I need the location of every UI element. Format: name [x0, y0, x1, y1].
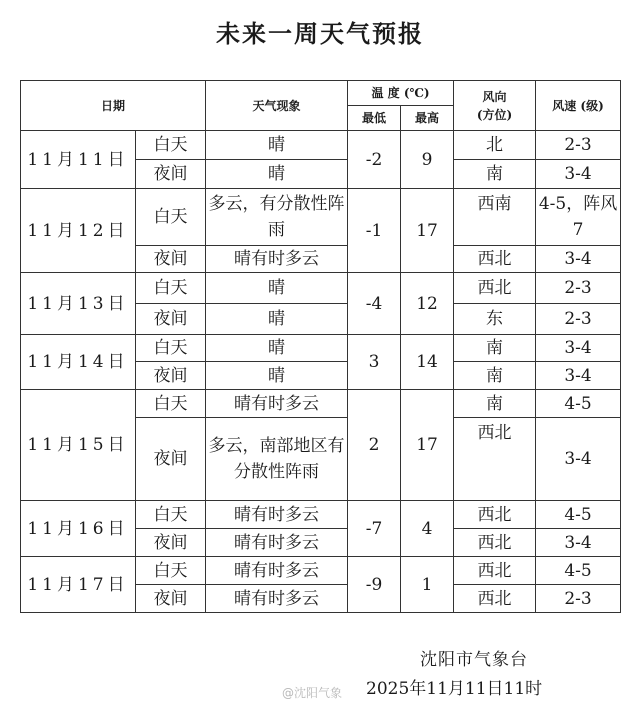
wind-speed-cell: 2-3 [536, 131, 621, 160]
wind-speed-cell: 3-4 [536, 246, 621, 273]
header-wind-dir [454, 81, 536, 131]
wind-dir-cell: 北 [454, 131, 536, 160]
wind-dir-cell: 西北 [454, 273, 536, 304]
date-cell: 11月15日 [21, 390, 136, 501]
watermark: @沈阳气象 [282, 686, 343, 700]
date-cell: 11月13日 [21, 273, 136, 335]
wind-speed-cell: 4-5 [536, 390, 621, 418]
header-wind-dir-label: 风向 [482, 89, 507, 104]
wind-dir-cell: 西北 [454, 557, 536, 585]
period-cell: 白天 [136, 131, 206, 160]
table-row [21, 390, 621, 418]
date-cell: 11月17日 [21, 557, 136, 613]
period-cell: 夜间 [136, 362, 206, 390]
period-cell: 夜间 [136, 585, 206, 613]
wind-speed-cell: 2-3 [536, 304, 621, 335]
temp-max-cell: 12 [401, 273, 454, 335]
table-row [21, 557, 621, 585]
wind-dir-cell: 西北 [454, 418, 536, 501]
period-cell: 夜间 [136, 304, 206, 335]
temp-min-cell: 2 [348, 390, 401, 501]
forecast-table [20, 80, 621, 613]
date-cell: 11月12日 [21, 189, 136, 273]
period-cell: 夜间 [136, 529, 206, 557]
wind-speed-cell: 2-3 [536, 273, 621, 304]
period-cell: 白天 [136, 189, 206, 246]
weather-cell: 晴有时多云 [206, 529, 348, 557]
temp-max-cell: 17 [401, 390, 454, 501]
issue-time: 2025年11月11日11时 [366, 679, 543, 699]
wind-speed-cell: 4-5 [536, 501, 621, 529]
header-wind-dir-sub: (方位) [476, 107, 513, 122]
weather-cell: 晴 [206, 304, 348, 335]
period-cell: 夜间 [136, 246, 206, 273]
date-cell: 11月16日 [21, 501, 136, 557]
temp-max-cell: 1 [401, 557, 454, 613]
weather-cell: 晴 [206, 362, 348, 390]
date-cell: 11月11日 [21, 131, 136, 189]
table-row [21, 131, 621, 160]
weather-cell: 晴有时多云 [206, 501, 348, 529]
wind-speed-cell: 3-4 [536, 529, 621, 557]
wind-speed-cell: 3-4 [536, 335, 621, 362]
period-cell: 白天 [136, 557, 206, 585]
wind-speed-cell: 4-5，阵风7 [536, 189, 621, 246]
period-cell: 白天 [136, 390, 206, 418]
temp-min-cell: -7 [348, 501, 401, 557]
header-temp-min: 最低 [348, 106, 401, 131]
table-row [21, 501, 621, 529]
weather-cell: 晴 [206, 335, 348, 362]
table-row [21, 189, 621, 246]
temp-max-cell: 17 [401, 189, 454, 273]
wind-dir-cell: 南 [454, 390, 536, 418]
header-temp-max: 最高 [401, 106, 454, 131]
temp-min-cell: 3 [348, 335, 401, 390]
temp-max-cell: 14 [401, 335, 454, 390]
temp-min-cell: -1 [348, 189, 401, 273]
wind-speed-cell: 4-5 [536, 557, 621, 585]
weather-cell: 晴 [206, 131, 348, 160]
wind-speed-cell: 2-3 [536, 585, 621, 613]
weather-cell: 晴有时多云 [206, 246, 348, 273]
temp-max-cell: 4 [401, 501, 454, 557]
wind-speed-cell: 3-4 [536, 418, 621, 501]
header-weather: 天气现象 [206, 81, 348, 131]
wind-dir-cell: 西北 [454, 501, 536, 529]
issuing-organization: 沈阳市气象台 [420, 650, 528, 670]
weather-cell: 多云，南部地区有分散性阵雨 [206, 418, 348, 501]
date-cell: 11月14日 [21, 335, 136, 390]
table-row [21, 335, 621, 362]
wind-speed-cell: 3-4 [536, 160, 621, 189]
wind-dir-cell: 西北 [454, 529, 536, 557]
wind-dir-cell: 西北 [454, 585, 536, 613]
table-row [21, 273, 621, 304]
weather-cell: 晴有时多云 [206, 557, 348, 585]
wind-dir-cell: 南 [454, 335, 536, 362]
weather-cell: 晴 [206, 273, 348, 304]
wind-dir-cell: 西南 [454, 189, 536, 246]
header-date: 日期 [21, 81, 206, 131]
temp-min-cell: -9 [348, 557, 401, 613]
period-cell: 白天 [136, 273, 206, 304]
weather-cell: 晴有时多云 [206, 585, 348, 613]
header-temp: 温 度 (℃) [348, 81, 454, 106]
period-cell: 夜间 [136, 160, 206, 189]
wind-dir-cell: 南 [454, 160, 536, 189]
temp-min-cell: -4 [348, 273, 401, 335]
header-wind-speed: 风速 (级) [536, 81, 621, 131]
weather-cell: 晴 [206, 160, 348, 189]
period-cell: 白天 [136, 501, 206, 529]
temp-min-cell: -2 [348, 131, 401, 189]
period-cell: 白天 [136, 335, 206, 362]
wind-dir-cell: 南 [454, 362, 536, 390]
temp-max-cell: 9 [401, 131, 454, 189]
weather-cell: 晴有时多云 [206, 390, 348, 418]
period-cell: 夜间 [136, 418, 206, 501]
page-title: 未来一周天气预报 [216, 20, 424, 48]
wind-dir-cell: 东 [454, 304, 536, 335]
wind-dir-cell: 西北 [454, 246, 536, 273]
wind-speed-cell: 3-4 [536, 362, 621, 390]
weather-cell: 多云，有分散性阵雨 [206, 189, 348, 246]
